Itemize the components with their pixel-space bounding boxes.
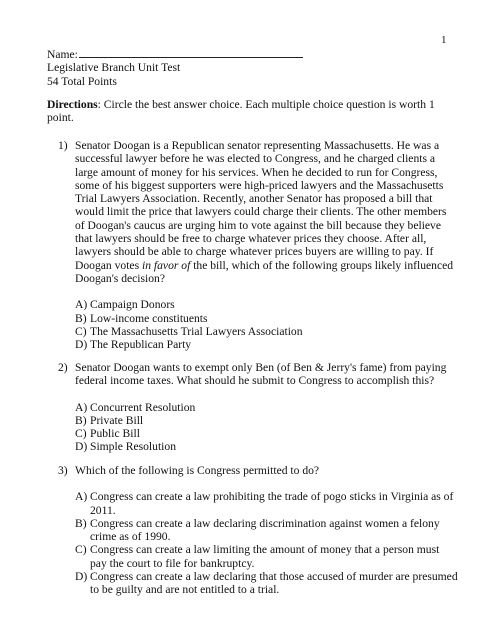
choice-text: Campaign Donors: [90, 298, 175, 312]
choice-letter: B): [75, 516, 87, 530]
choice-letter: B): [75, 413, 87, 427]
choice-text: Low-income constituents: [90, 311, 208, 325]
question-text: Senator Doogan wants to exempt only Ben (of Ben & Jerry's fame) from paying federal income taxes. What should he submit to Congress to accomplish this?: [75, 361, 447, 388]
answer-choice-b[interactable]: [75, 312, 458, 325]
question-number: 2): [58, 361, 68, 374]
choice-text: Congress can create a law declaring discrimination against women a felony crime as of 1990.: [90, 516, 440, 544]
answer-choice-a[interactable]: [75, 401, 458, 414]
choice-letter: A): [75, 400, 88, 414]
answer-choices: [75, 490, 458, 596]
question-text: [75, 139, 458, 285]
choice-text: The Massachusetts Trial Lawyers Association: [90, 324, 303, 338]
name-label: Name:: [47, 48, 78, 61]
answer-choice-d[interactable]: [75, 338, 458, 351]
choice-text: Simple Resolution: [90, 440, 176, 454]
directions: [47, 98, 452, 125]
answer-choices: [75, 298, 458, 351]
answer-choices: [75, 401, 458, 454]
question-3: [58, 464, 458, 597]
choice-letter: D): [75, 440, 88, 454]
choice-text: Congress can create a law limiting the amount of money that a person must pay the court to file for bankruptcy.: [90, 543, 440, 570]
question-text: Which of the following is Congress permitted to do?: [75, 464, 320, 477]
answer-choice-b[interactable]: [75, 517, 458, 544]
choice-letter: D): [75, 570, 88, 584]
question-text-part: the bill, which of the following groups likely influenced Doogan's decision?: [75, 258, 454, 285]
question-text-part: Senator Doogan is a Republican senator representing Massachusetts. He was a successful lawyer before he was elected to Congress, and he charged clients a large amount of money for his services. When he decided to run for Congress, some of his biggest supporters were high-priced lawyers and the Massachusetts Trial Lawyers Association. Recently, another Senator has proposed a bill that would limit the price that lawyers could charge their clients. The other members of Doogan's caucus are urging him to vote against the bill because they believe that lawyers should be free to charge whatever prices they choose. After all, lawyers should be able to charge whatever prices buyers are willing to pay. If Doogan votes: [75, 139, 447, 272]
answer-choice-a[interactable]: [75, 298, 458, 311]
choice-text: Congress can create a law prohibiting the trade of pogo sticks in Virginia as of 2011.: [90, 490, 454, 517]
question-text-emphasis: in favor of: [141, 258, 191, 272]
choice-letter: A): [75, 490, 88, 504]
directions-text: : Circle the best answer choice. Each multiple choice question is worth 1 point.: [47, 98, 435, 125]
choice-letter: C): [75, 427, 87, 441]
question-2: [58, 361, 458, 454]
answer-choice-c[interactable]: [75, 543, 458, 570]
page-number: 1: [441, 34, 447, 46]
choice-letter: B): [75, 311, 87, 325]
choice-text: Concurrent Resolution: [90, 400, 196, 414]
choice-text: Private Bill: [90, 413, 144, 427]
choice-letter: C): [75, 324, 87, 338]
answer-choice-b[interactable]: [75, 414, 458, 427]
choice-letter: A): [75, 298, 88, 312]
question-number: 1): [58, 139, 68, 152]
answer-choice-c[interactable]: [75, 325, 458, 338]
test-header: [47, 46, 467, 88]
directions-label: Directions: [47, 98, 98, 111]
answer-choice-d[interactable]: [75, 570, 458, 597]
question-number: 3): [58, 464, 68, 477]
answer-choice-a[interactable]: [75, 490, 458, 517]
name-blank-line[interactable]: [79, 46, 303, 58]
answer-choice-c[interactable]: [75, 427, 458, 440]
answer-choice-d[interactable]: [75, 440, 458, 453]
choice-text: Public Bill: [90, 427, 140, 441]
name-field: [47, 46, 467, 61]
question-1: [58, 139, 458, 351]
choice-text: Congress can create a law declaring that those accused of murder are presumed to be guilty and are not entitled to a trial.: [90, 570, 458, 597]
total-points: 54 Total Points: [47, 74, 117, 88]
choice-letter: C): [75, 543, 87, 557]
choice-letter: D): [75, 338, 88, 352]
choice-text: The Republican Party: [90, 338, 192, 352]
test-title: Legislative Branch Unit Test: [47, 61, 181, 75]
